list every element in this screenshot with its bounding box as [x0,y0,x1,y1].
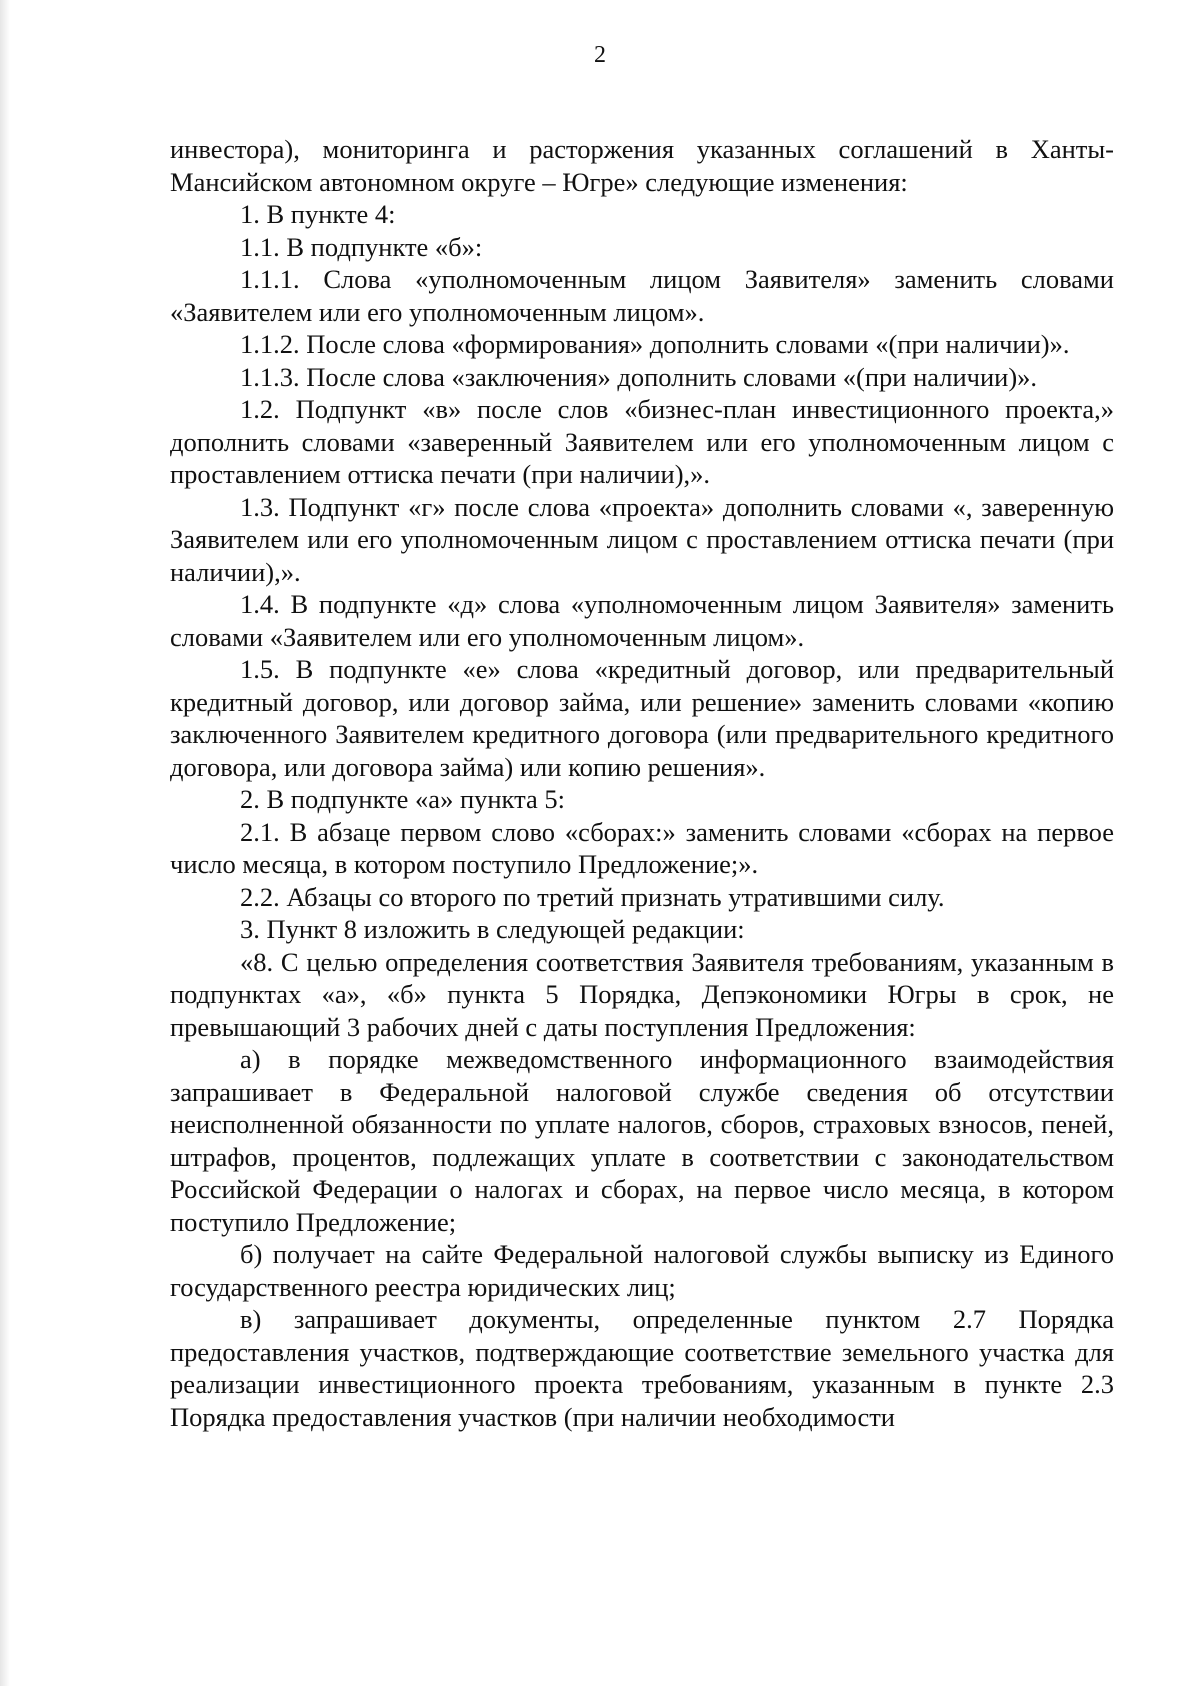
paragraph-item-1-1: 1.1. В подпункте «б»: [240,231,483,262]
paragraph-item-2-1: 2.1. В абзаце первом слово «сборах:» заменить словами «сборах на первое число месяца, в котором поступило Предложение;». [170,816,1114,879]
scan-edge [0,0,10,1686]
paragraph-item-3: 3. Пункт 8 изложить в следующей редакции: [240,914,745,944]
paragraph-continuation: инвестора), мониторинга и расторжения указанных соглашений в Ханты-Мансийском автономном округе – Югре» следующие изменения: [170,134,1114,197]
paragraph-item-1: 1. В пункте 4: [240,199,396,229]
paragraph-subitem-v: в) запрашивает документы, определенные пунктом 2.7 Порядка предоставления участков, подтверждающие соответствие земельного участка для реализации инвестиционного проекта требованиям, указанным в пункте 2.3 Порядка предоставления участков (при наличии необходимости [170,1304,1114,1432]
paragraph-item-1-4: 1.4. В подпункте «д» слова «уполномоченным лицом Заявителя» заменить словами «Заявителем или его уполномоченным лицом». [170,589,1114,652]
paragraph-item-1-3: 1.3. Подпункт «г» после слова «проекта» дополнить словами «, заверенную Заявителем или его уполномоченным лицом с проставлением оттиска печати (при наличии),». [170,491,1114,587]
paragraph-item-1-1-2: 1.1.2. После слова «формирования» дополнить словами «(при наличии)». [240,329,1070,359]
paragraph-item-1-1-3: 1.1.3. После слова «заключения» дополнить словами «(при наличии)». [240,361,1038,392]
paragraph-item-1-1-1: 1.1.1. Слова «уполномоченным лицом Заявителя» заменить словами «Заявителем или его уполномоченным лицом». [170,264,1114,327]
paragraph-item-1-5: 1.5. В подпункте «е» слова «кредитный договор, или предварительный кредитный договор, или договор займа, или решение» заменить словами «копию заключенного Заявителем кредитного договора (или предварительного кредитного договора, или договора займа) или копию решения». [170,654,1114,782]
paragraph-item-2-2: 2.2. Абзацы со второго по третий признать утратившими силу. [240,881,945,912]
page-number: 2 [594,42,606,68]
paragraph-subitem-a: а) в порядке межведомственного информационного взаимодействия запрашивает в Федеральной налоговой службе сведения об отсутствии неисполненной обязанности по уплате налогов, сборов, страховых взносов, пеней, штрафов, процентов, подлежащих уплате в соответствии с законодательством Российской Федерации о налогах и сборах, на первое число месяца, в котором поступило Предложение; [170,1044,1114,1237]
paragraph-item-1-2: 1.2. Подпункт «в» после слов «бизнес-план инвестиционного проекта,» дополнить словами «заверенный Заявителем или его уполномоченным лицом с проставлением оттиска печати (при наличии),». [170,394,1114,489]
paragraph-item-2: 2. В подпункте «а» пункта 5: [240,784,565,814]
document-body [170,133,1114,1433]
paragraph-subitem-b: б) получает на сайте Федеральной налоговой службы выписку из Единого государственного реестра юридических лиц; [170,1239,1114,1302]
paragraph-item-8-quote: «8. С целью определения соответствия Заявителя требованиям, указанным в подпунктах «а», «б» пункта 5 Порядка, Депэкономики Югры в срок, не превышающий 3 рабочих дней с даты поступления Предложения: [170,946,1114,1042]
